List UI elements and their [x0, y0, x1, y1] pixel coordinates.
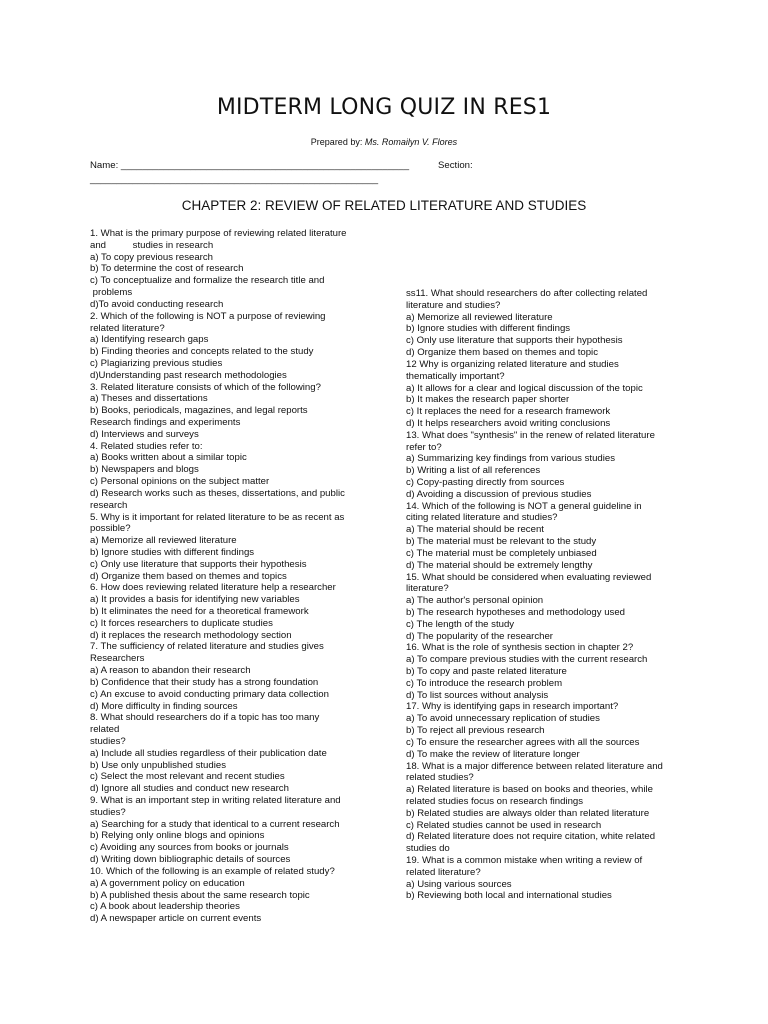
question-line: related studies focus on research findings [406, 795, 584, 807]
question-line: a) Using various sources [406, 878, 512, 890]
question-line: c) It replaces the need for a research framework [406, 406, 611, 418]
question-line: d) The popularity of the researcher [406, 630, 554, 642]
question-line: a) Include all studies regardless of their publication date [90, 747, 327, 759]
section-blank-line: ______________________________________________________ [90, 174, 379, 185]
question-line: studies do [406, 843, 450, 855]
question-line: and studies in research [90, 239, 214, 251]
question-line: refer to? [406, 441, 442, 453]
question-line: 3. Related literature consists of which of the following? [90, 381, 321, 393]
question-line: 14. Which of the following is NOT a general guideline in [406, 500, 642, 512]
question-line: d) It helps researchers avoid writing conclusions [406, 417, 611, 429]
question-line: b) Finding theories and concepts related to the study [90, 346, 314, 358]
question-line: Research findings and experiments [90, 417, 241, 428]
question-line: 9. What is an important step in writing related literature and [90, 795, 341, 806]
question-line: d)Understanding past research methodologies [90, 369, 287, 381]
question-line: b) Newspapers and blogs [90, 464, 199, 476]
question-line: literature and studies? [406, 299, 501, 311]
question-line: b) The material must be relevant to the study [406, 536, 597, 548]
section-label: Section: [438, 160, 473, 171]
question-line: a) To compare previous studies with the current research [406, 654, 648, 666]
question-line: 8. What should researchers do if a topic has too many [90, 712, 320, 724]
question-line: a) Books written about a similar topic [90, 452, 247, 464]
question-line: b) Ignore studies with different findings [406, 323, 571, 335]
question-line: a) Identifying research gaps [90, 334, 209, 346]
question-line: b) Ignore studies with different findings [90, 546, 255, 558]
question-line: 17. Why is identifying gaps in research important? [406, 701, 619, 713]
question-line: b) Relying only online blogs and opinions [90, 830, 265, 842]
question-line: c) Avoiding any sources from books or journals [90, 842, 289, 854]
question-line: c) To conceptualize and formalize the research title and [90, 275, 325, 287]
question-line: 10. Which of the following is an example of related study? [90, 865, 335, 877]
question-line: b) Books, periodicals, magazines, and legal reports [90, 405, 308, 417]
question-line: 13. What does "synthesis" in the renew of related literature [406, 429, 655, 441]
question-line: d) Organize them based on themes and topic [406, 347, 598, 359]
right-question-column [406, 288, 663, 902]
question-line: related studies? [406, 772, 474, 784]
question-line: d) Organize them based on themes and topics [90, 570, 287, 582]
question-line: c) To ensure the researcher agrees with all the sources [406, 736, 640, 748]
question-line: a) Theses and dissertations [90, 393, 208, 405]
question-line: thematically important? [406, 370, 505, 382]
question-line: d) More difficulty in finding sources [90, 700, 238, 712]
question-line: studies? [90, 735, 126, 747]
question-line: ss11. What should researchers do after collecting related [406, 288, 648, 299]
question-line: a) Memorize all reviewed literature [406, 311, 553, 323]
question-line: a) Memorize all reviewed literature [90, 535, 237, 547]
question-line: c) Plagiarizing previous studies [90, 357, 223, 369]
question-line: d) A newspaper article on current events [90, 913, 262, 925]
question-line: c) Select the most relevant and recent studies [90, 771, 285, 783]
question-line: c) Personal opinions on the subject matter [90, 476, 270, 488]
question-line: 7. The sufficiency of related literature and studies gives [90, 641, 324, 653]
question-line: b) A published thesis about the same research topic [90, 889, 310, 901]
question-line: related [90, 724, 120, 736]
question-line: 5. Why is it important for related literature to be as recent as [90, 511, 345, 523]
prepared-by-label: Prepared by: [310, 137, 365, 147]
question-line: 6. How does reviewing related literature help a researcher [90, 582, 336, 594]
question-line: a) The author's personal opinion [406, 595, 544, 607]
question-line: c) The material must be completely unbiased [406, 547, 597, 559]
question-line: c) An excuse to avoid conducting primary data collection [90, 688, 329, 700]
question-line: b) To copy and paste related literature [406, 666, 567, 677]
question-line: 16. What is the role of synthesis section in chapter 2? [406, 642, 634, 654]
question-line: b) Writing a list of all references [406, 465, 541, 477]
question-line: d) Related literature does not require citation, white related [406, 831, 656, 843]
question-line: a) Searching for a study that identical to a current research [90, 818, 340, 830]
question-line: citing related literature and studies? [406, 512, 558, 524]
question-line: a) The material should be recent [406, 524, 544, 536]
question-line: d) Ignore all studies and conduct new research [90, 783, 289, 795]
question-line: b) It makes the research paper shorter [406, 394, 570, 406]
left-question-column [90, 228, 346, 925]
chapter-heading: CHAPTER 2: REVIEW OF RELATED LITERATURE AND STUDIES [181, 198, 587, 213]
prepared-by-name: Ms. Romailyn V. Flores [364, 137, 458, 147]
question-line: a) Summarizing key findings from various studies [406, 453, 616, 465]
question-line: d) Interviews and surveys [90, 428, 199, 440]
question-line: d)To avoid conducting research [90, 298, 224, 310]
question-line: c) Copy-pasting directly from sources [406, 477, 565, 488]
question-line: possible? [90, 523, 131, 535]
question-line: c) It forces researchers to duplicate studies [90, 617, 273, 629]
question-line: Researchers [90, 653, 145, 665]
question-line: b) To reject all previous research [406, 725, 545, 737]
quiz-title: MIDTERM LONG QUIZ IN RES1 [216, 95, 552, 120]
question-line: related literature? [406, 866, 481, 878]
question-line: literature? [406, 583, 449, 595]
question-line: a) It allows for a clear and logical discussion of the topic [406, 382, 643, 394]
question-line: c) The length of the study [406, 618, 515, 630]
question-line: a) To copy previous research [90, 251, 214, 263]
question-line: 19. What is a common mistake when writing a review of [406, 855, 643, 866]
question-line: a) A government policy on education [90, 877, 245, 889]
question-line: b) The research hypotheses and methodology used [406, 606, 626, 618]
question-line: b) Confidence that their study has a strong foundation [90, 676, 319, 688]
question-line: related literature? [90, 322, 165, 334]
question-line: d) Research works such as theses, dissertations, and public [90, 487, 345, 499]
question-line: 18. What is a major difference between related literature and [406, 760, 663, 772]
question-line: d) The material should be extremely lengthy [406, 559, 593, 571]
question-line: a) Related literature is based on books and theories, while [406, 784, 653, 796]
question-line: studies? [90, 806, 126, 818]
question-line: c) Only use literature that supports their hypothesis [90, 558, 307, 570]
question-line: 12 Why is organizing related literature and studies [406, 358, 619, 370]
question-line: d) it replaces the research methodology section [90, 629, 292, 641]
question-line: 2. Which of the following is NOT a purpose of reviewing [90, 310, 326, 322]
question-line: d) Writing down bibliographic details of sources [90, 854, 291, 866]
question-line: 1. What is the primary purpose of reviewing related literature [90, 228, 347, 239]
question-line: a) A reason to abandon their research [90, 665, 251, 677]
question-line: b) To determine the cost of research [90, 263, 244, 275]
question-line: d) To list sources without analysis [406, 689, 549, 701]
question-line: b) Related studies are always older than related literature [406, 807, 650, 819]
question-line: d) To make the review of literature longer [406, 748, 580, 760]
question-line: 15. What should be considered when evaluating reviewed [406, 571, 652, 583]
question-line: b) Use only unpublished studies [90, 759, 226, 771]
name-line: Name: ______________________________________________________ [90, 160, 410, 171]
question-line: problems [90, 287, 133, 299]
question-line: b) Reviewing both local and international studies [406, 890, 612, 902]
question-line: c) Only use literature that supports their hypothesis [406, 335, 623, 347]
question-line: a) It provides a basis for identifying new variables [90, 594, 300, 606]
question-line: research [90, 499, 128, 511]
question-line: c) To introduce the research problem [406, 677, 563, 689]
question-line: 4. Related studies refer to: [90, 440, 203, 452]
prepared-by [0, 137, 768, 147]
question-line: c) A book about leadership theories [90, 901, 240, 913]
question-line: d) Avoiding a discussion of previous studies [406, 488, 592, 500]
question-line: a) To avoid unnecessary replication of studies [406, 713, 600, 725]
question-line: c) Related studies cannot be used in research [406, 819, 602, 831]
question-line: b) It eliminates the need for a theoretical framework [90, 606, 309, 617]
